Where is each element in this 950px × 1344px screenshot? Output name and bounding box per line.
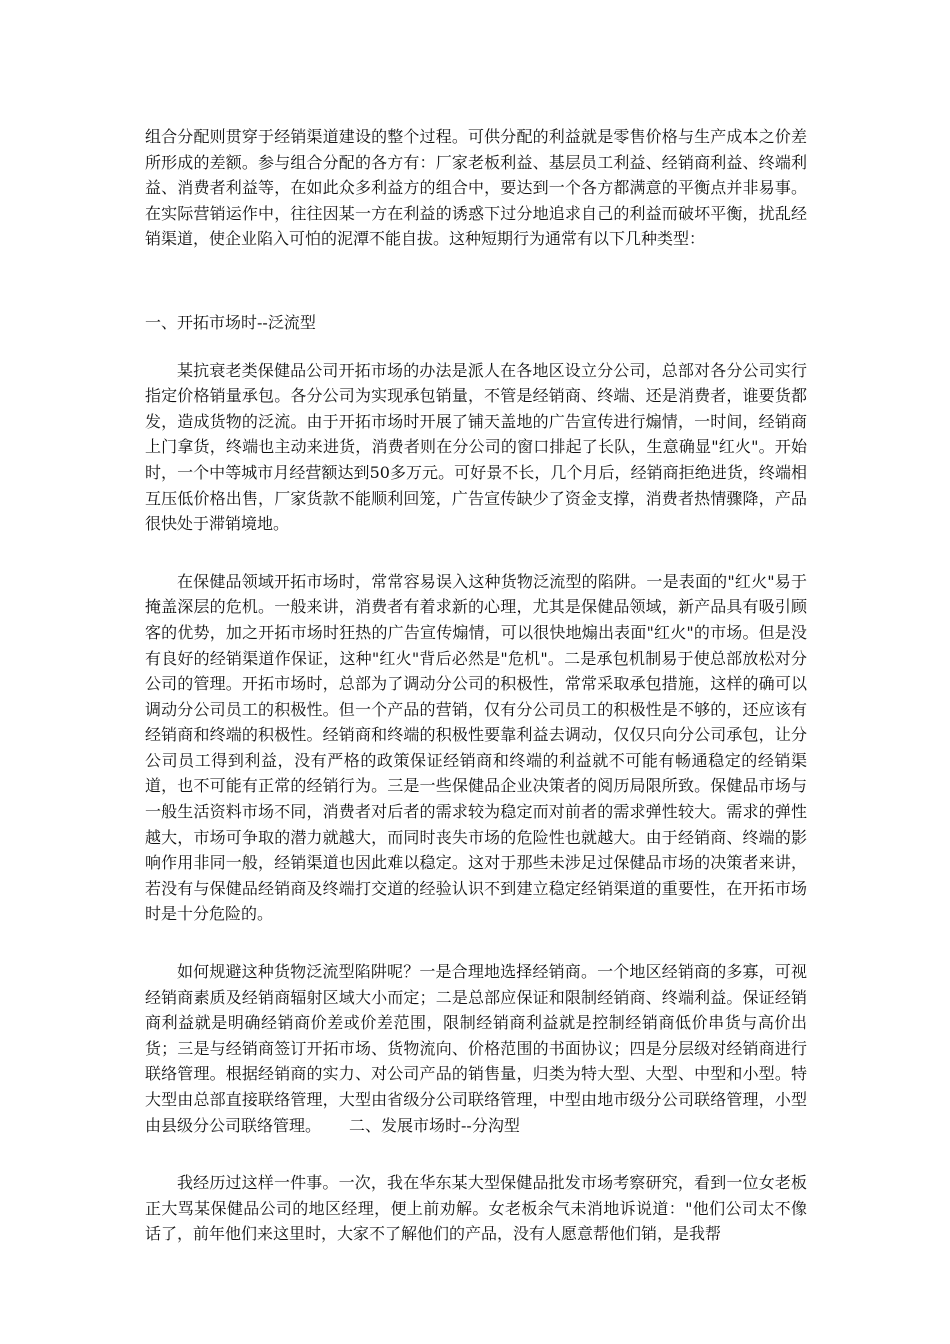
spacer bbox=[145, 537, 807, 569]
spacer bbox=[145, 927, 807, 959]
spacer bbox=[145, 336, 807, 358]
body-paragraph-4: 我经历过这样一件事。一次，我在华东某大型保健品批发市场考察研究，看到一位女老板正大骂某保健品公司的地区经理，便上前劝解。女老板余气未消地诉说道："他们公司太不像话了，前年他们来这里时，大家不了解他们的产品，没有人愿意帮他们销，是我帮 bbox=[145, 1173, 807, 1244]
body-paragraph-2: 在保健品领域开拓市场时，常常容易误入这种货物泛流型的陷阱。一是表面的"红火"易于掩盖深层的危机。一般来讲，消费者有着求新的心理，尤其是保健品领域，新产品具有吸引顾客的优势，加之开拓市场时狂热的广告宣传煽情，可以很快地煽出表面"红火"的市场。但是没有良好的经销渠道作保证，这种"红火"背后必然是"危机"。二是承包机制易于使总部放松对分公司的管理。开拓市场时，总部为了调动分公司的积极性，常常采取承包措施，这样的确可以调动分公司员工的积极性。但一个产品的营销，仅有分公司员工的积极性是不够的，还应该有经销商和终端的积极性。经销商和终端的积极性要靠利益去调动，仅仅只向分公司承包，让分公司员工得到利益，没有严格的政策保证经销商和终端的利益就不可能有畅通稳定的经销渠道，也不可能有正常的经销行为。三是一些保健品企业决策者的阅历局限所致。保健品市场与一般生活资料市场不同，消费者对后者的需求较为稳定而对前者的需求弹性较大。需求的弹性越大，市场可争取的潜力就越大，而同时丧失市场的危险性也就越大。由于经销商、终端的影响作用非同一般，经销渠道也因此难以稳定。这对于那些未涉足过保健品市场的决策者来讲，若没有与保健品经销商及终端打交道的经验认识不到建立稳定经销渠道的重要性，在开拓市场时是十分危险的。 bbox=[145, 571, 807, 924]
spacer bbox=[145, 252, 807, 310]
document-page bbox=[145, 124, 807, 1247]
body-paragraph-3 bbox=[145, 959, 807, 1138]
body-paragraph-1: 某抗衰老类保健品公司开拓市场的办法是派人在各地区设立分公司，总部对各分公司实行指定价格销量承包。各分公司为实现承包销量，不管是经销商、终端、还是消费者，谁要货都发，造成货物的泛流。由于开拓市场时开展了铺天盖地的广告宣传进行煽情，一时间，经销商上门拿货，终端也主动来进货，消费者则在分公司的窗口排起了长队，生意确显"红火"。开始时，一个中等城市月经营额达到50多万元。可好景不长，几个月后，经销商拒绝进货，终端相互压低价格出售，厂家货款不能顺利回笼，广告宣传缺少了资金支撑，消费者热情骤降，产品很快处于滞销境地。 bbox=[145, 360, 807, 534]
intro-paragraph: 组合分配则贯穿于经销渠道建设的整个过程。可供分配的利益就是零售价格与生产成本之价差所形成的差额。参与组合分配的各方有：厂家老板利益、基层员工利益、经销商利益、终端利益、消费者利益等，在如此众多利益方的组合中，要达到一个各方都满意的平衡点并非易事。在实际营销运作中，往往因某一方在利益的诱惑下过分地追求自己的利益而破坏平衡，扰乱经销渠道，使企业陷入可怕的泥潭不能自拔。这种短期行为通常有以下几种类型： bbox=[145, 127, 807, 249]
section-heading-2: 二、发展市场时--分沟型 bbox=[349, 1115, 520, 1135]
section-heading-1: 一、开拓市场时--泛流型 bbox=[145, 312, 316, 332]
body-paragraph-3-text: 如何规避这种货物泛流型陷阱呢？一是合理地选择经销商。一个地区经销商的多寡，可视经销商素质及经销商辐射区域大小而定；二是总部应保证和限制经销商、终端利益。保证经销商利益就是明确经销商价差或价差范围，限制经销商利益就是控制经销商低价串货与高价出货；三是与经销商签订开拓市场、货物流向、价格范围的书面协议；四是分层级对经销商进行联络管理。根据经销商的实力、对公司产品的销售量，归类为特大型、大型、中型和小型。特大型由总部直接联络管理，大型由省级分公司联络管理，中型由地市级分公司联络管理，小型由县级分公司联络管理。 bbox=[145, 962, 807, 1135]
spacer bbox=[145, 1138, 807, 1170]
